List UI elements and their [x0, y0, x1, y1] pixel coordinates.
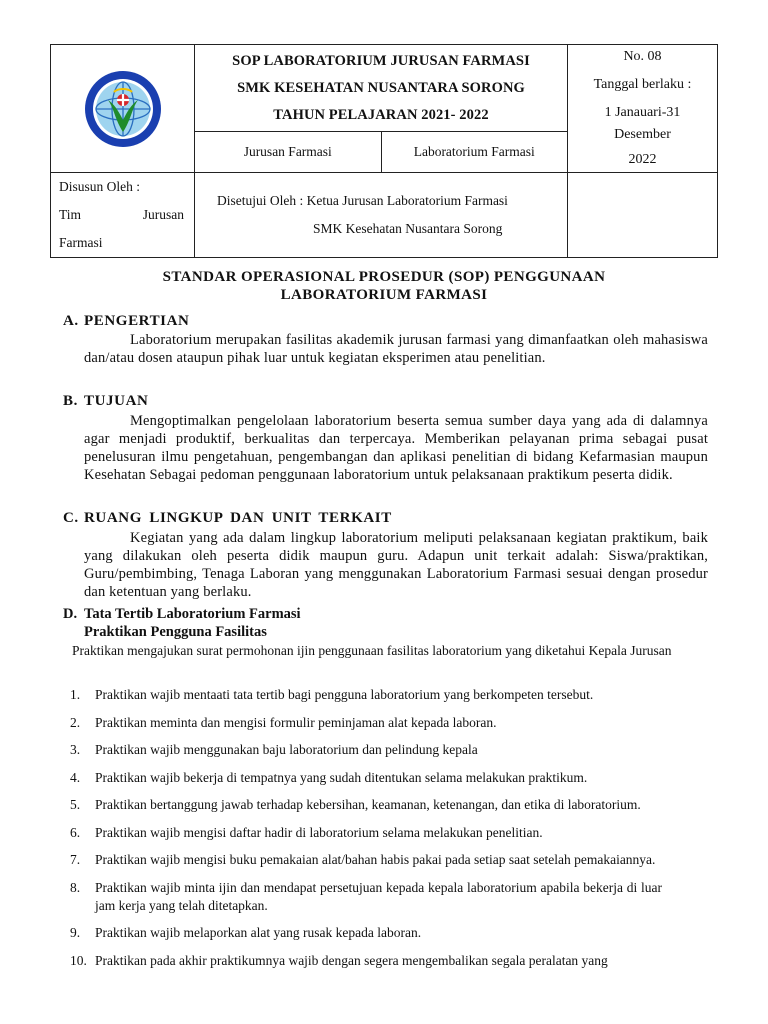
list-item-text: Praktikan meminta dan mengisi formulir peminjaman alat kepada laboran.	[95, 714, 497, 730]
jurusan-cell: Jurusan Farmasi	[195, 132, 382, 173]
tanggal-label: Tanggal berlaku :	[593, 77, 692, 92]
info-cell	[568, 45, 718, 173]
list-item	[70, 851, 662, 869]
sop-title-cell	[195, 45, 568, 132]
list-item	[70, 686, 662, 704]
list-item-number: 6.	[70, 824, 81, 840]
list-item	[70, 952, 662, 970]
list-item-number: 3.	[70, 742, 81, 757]
section-b-heading: B. TUJUAN	[63, 393, 149, 409]
list-item-text: Praktikan wajib bekerja di tempatnya yang sudah ditentukan selama melakukan praktikum.	[95, 769, 588, 785]
disusun-jurusan: Jurusan	[142, 207, 184, 222]
title-line-1: SOP LABORATORIUM JURUSAN FARMASI	[232, 52, 530, 69]
list-item	[70, 824, 662, 842]
title-line-3: TAHUN PELAJARAN 2021- 2022	[273, 106, 489, 123]
list-item-number: 10.	[70, 952, 87, 968]
list-item-text: Praktikan bertanggung jawab terhadap kebersihan, keamanan, ketenangan, dan etika di laboratorium.	[95, 797, 641, 812]
list-item-text: Praktikan wajib melaporkan alat yang rusak kepada laboran.	[95, 925, 422, 940]
list-item	[70, 796, 662, 814]
section-a-heading: A. PENGERTIAN	[63, 313, 190, 329]
main-title-line-2: LABORATORIUM FARMASI	[280, 287, 488, 303]
disusun-farmasi: Farmasi	[59, 235, 103, 250]
list-item	[70, 879, 662, 915]
section-c-title: RUANG LINGKUP DAN UNIT TERKAIT	[84, 510, 392, 526]
empty-cell	[568, 173, 718, 258]
list-item-text: Praktikan wajib mengisi buku pemakaian alat/bahan habis pakai pada setiap saat setelah pemakaiannya.	[95, 852, 656, 867]
section-c-heading: C. RUANG LINGKUP DAN UNIT TERKAIT	[63, 510, 392, 526]
list-item-number: 2.	[70, 714, 81, 730]
section-b-title: TUJUAN	[84, 393, 149, 409]
list-item-number: 8.	[70, 879, 81, 895]
list-item	[70, 741, 662, 759]
disusun-tim: Tim	[59, 207, 82, 222]
section-a-title: PENGERTIAN	[84, 313, 190, 329]
section-d-title: Tata Tertib Laboratorium Farmasi	[84, 606, 301, 622]
tanggal-value-3: 2022	[628, 152, 657, 167]
tanggal-value-2: Desember	[614, 127, 671, 142]
list-item	[70, 924, 662, 942]
list-item-text: Praktikan wajib mentaati tata tertib bagi pengguna laboratorium yang berkompeten tersebut.	[95, 687, 594, 702]
rules-list	[70, 686, 662, 979]
list-item	[70, 769, 662, 787]
section-a-text: Laboratorium merupakan fasilitas akademik jurusan farmasi yang dimanfaatkan oleh mahasiswa dan/atau dosen ataupun pihak luar untuk kegiatan eksperimen atau penelitian.	[84, 332, 708, 366]
school-emblem-icon	[51, 70, 194, 148]
list-item-number: 1.	[70, 687, 81, 702]
disusun-cell	[51, 173, 195, 258]
header-table	[50, 44, 718, 258]
tanggal-value-1: 1 Janauari-31	[604, 105, 681, 120]
title-line-2: SMK KESEHATAN NUSANTARA SORONG	[237, 79, 525, 96]
main-title	[60, 268, 708, 304]
section-c-text: Kegiatan yang ada dalam lingkup laboratorium meliputi pelaksanaan kegiatan praktikum, baik yang dilakukan oleh peserta didik maupun guru. Adapun unit terkait adalah: Siswa/praktikan, Guru/pembimbing, Tenaga Laboran yang menggunakan Laboratorium Farmasi sesuai dengan prosedur dan ketentuan yang berlaku.	[84, 530, 708, 600]
list-item	[70, 714, 662, 732]
section-b-text: Mengoptimalkan pengelolaan laboratorium beserta semua sumber daya yang ada di dalamnya agar menjadi produktif, berkualitas dan terpercaya. Memberikan pelayanan prima sebagai pusat penelusuran ilmu pengetahuan, pengembangan dan aplikasi penelitian di bidang Kefarmasian maupun Kesehatan Sebagai pedoman penggunaan laboratorium untuk pelaksanaan praktikum peserta didik.	[84, 413, 708, 483]
disetujui-cell	[195, 173, 568, 258]
list-item-number: 5.	[70, 797, 81, 812]
list-item-text: Praktikan wajib menggunakan baju laboratorium dan pelindung kepala	[95, 742, 478, 757]
disetujui-line-1: Disetujui Oleh : Ketua Jurusan Laboratorium Farmasi	[217, 193, 508, 208]
list-item-number: 9.	[70, 925, 81, 940]
section-d-heading: D. Tata Tertib Laboratorium Farmasi	[63, 606, 301, 622]
list-item-text: Praktikan wajib mengisi daftar hadir di laboratorium selama melakukan penelitian.	[95, 824, 543, 840]
disetujui-line-2: SMK Kesehatan Nusantara Sorong	[313, 221, 503, 236]
list-item-text: Praktikan pada akhir praktikumnya wajib dengan segera mengembalikan segala peralatan yang	[95, 952, 608, 968]
main-title-line-1: STANDAR OPERASIONAL PROSEDUR (SOP) PENGGUNAAN	[162, 269, 606, 285]
list-item-text: Praktikan wajib minta ijin dan mendapat persetujuan kepada kepala laboratorium apabila bekerja di luar jam kerja yang telah ditetapkan.	[95, 879, 662, 913]
doc-number: No. 08	[623, 49, 662, 64]
laboratorium-cell: Laboratorium Farmasi	[381, 132, 568, 173]
logo-cell	[51, 45, 195, 173]
list-item-number: 4.	[70, 769, 81, 785]
disusun-label: Disusun Oleh :	[59, 179, 140, 194]
section-d-intro: Praktikan mengajukan surat permohonan ijin penggunaan fasilitas laboratorium yang diketahui Kepala Jurusan	[72, 643, 672, 658]
section-d-subtitle: Praktikan Pengguna Fasilitas	[84, 624, 267, 640]
list-item-number: 7.	[70, 852, 81, 867]
